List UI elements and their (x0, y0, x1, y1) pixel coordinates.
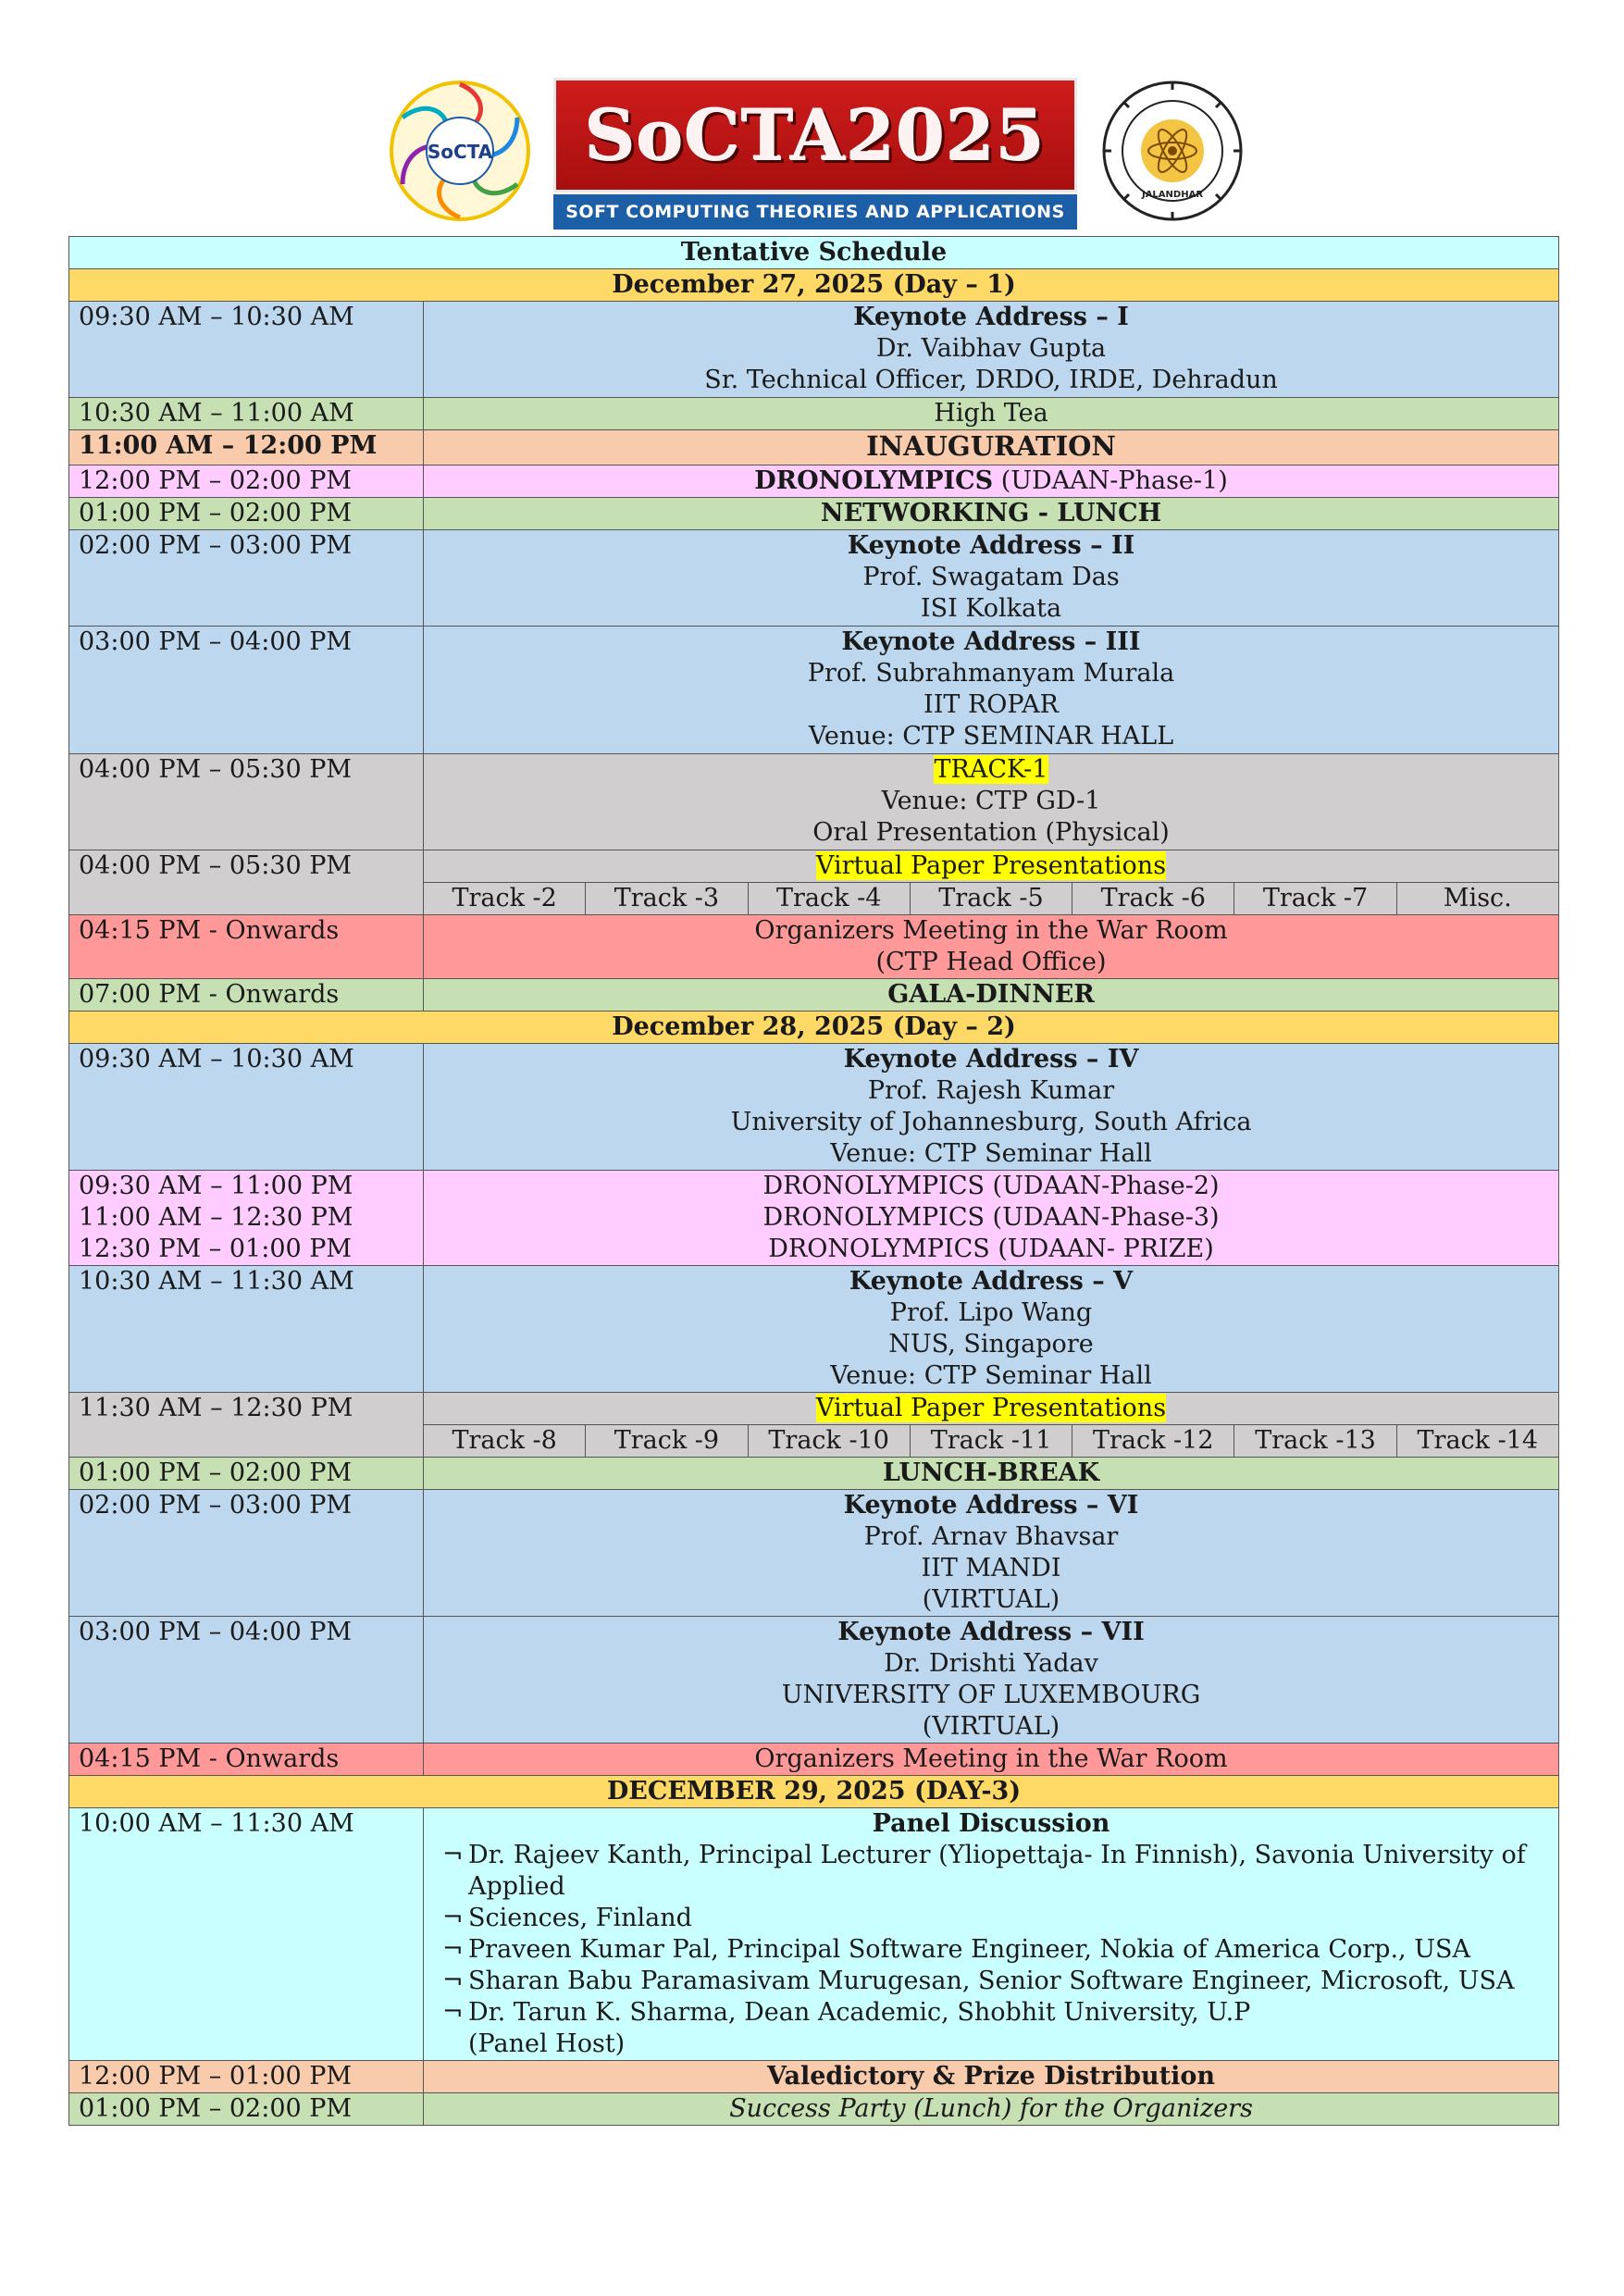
day-heading-row (69, 1776, 1559, 1808)
track-item: Track -5 (911, 883, 1072, 914)
time-cell: 09:30 AM – 10:30 AM (69, 1044, 424, 1171)
track-item: Misc. (1443, 884, 1512, 912)
time-cell: 04:00 PM – 05:30 PM (69, 850, 424, 915)
institute-seal (1099, 78, 1246, 224)
time-cell: 03:00 PM – 04:00 PM (69, 627, 424, 754)
table-row (69, 398, 1559, 430)
table-row (69, 302, 1559, 398)
panelist-list (433, 1840, 1549, 2029)
time-cell: 02:00 PM – 03:00 PM (69, 1490, 424, 1617)
event-cell (424, 465, 1559, 498)
event-title: Keynote Address – VI (843, 1491, 1139, 1520)
event-line: UNIVERSITY OF LUXEMBOURG (781, 1681, 1201, 1709)
day-3-heading: DECEMBER 29, 2025 (DAY-3) (69, 1776, 1559, 1808)
table-row (69, 465, 1559, 498)
event-line: Dr. Vaibhav Gupta (875, 334, 1107, 363)
event-title: Keynote Address – II (847, 531, 1135, 560)
event-title: Keynote Address – IV (843, 1045, 1139, 1074)
track-item: Track -6 (1072, 883, 1234, 914)
event-line: IIT ROPAR (924, 690, 1059, 719)
time-cell: 01:00 PM – 02:00 PM (69, 498, 424, 530)
event-title: NETWORKING - LUNCH (424, 498, 1559, 530)
event-line: Prof. Swagatam Das (862, 563, 1120, 591)
track-item: Track -14 (1417, 1426, 1539, 1455)
seal-label: JALANDHAR (1141, 190, 1204, 200)
time-cell: 10:30 AM – 11:00 AM (69, 398, 424, 430)
panelist-item: ¬ Dr. Rajeev Kanth, Principal Lecturer (Yliopettaja- In Finnish), Savonia University of Applied (442, 1841, 1526, 1901)
track-item: Track -9 (586, 1425, 748, 1457)
track-item: Track -13 (1234, 1425, 1396, 1457)
event-title: Panel Discussion (872, 1809, 1110, 1838)
event-title: DRONOLYMPICS (754, 466, 994, 495)
event-cell (424, 302, 1559, 398)
event-cell (424, 530, 1559, 627)
track-item: Track -3 (586, 883, 748, 914)
event-cell (424, 1617, 1559, 1744)
table-row (69, 754, 1559, 850)
table-row (69, 979, 1559, 1011)
day-heading-row (69, 1011, 1559, 1044)
schedule-table (68, 236, 1559, 2126)
event-title: LUNCH-BREAK (424, 1458, 1559, 1490)
time-line: 11:00 AM – 12:30 PM (79, 1203, 353, 1232)
table-row (69, 1266, 1559, 1393)
track-item: Track -10 (749, 1425, 911, 1457)
socta-logo (387, 78, 533, 224)
banner-title: SoCTA2025 (585, 93, 1046, 177)
socta-logo-label: SoCTA (427, 141, 493, 163)
panelist-item: ¬ Sciences, Finland (442, 1904, 692, 1932)
table-row (69, 2061, 1559, 2093)
event-cell (424, 1808, 1559, 2061)
event-line: NUS, Singapore (888, 1330, 1094, 1359)
table-row (69, 1171, 1559, 1266)
event-title: Virtual Paper Presentations (815, 1394, 1167, 1422)
day-1-heading: December 27, 2025 (Day – 1) (69, 269, 1559, 302)
panel-note: (Panel Host) (468, 2029, 626, 2058)
table-row (69, 498, 1559, 530)
time-cell: 12:00 PM – 01:00 PM (69, 2061, 424, 2093)
time-cell: 07:00 PM - Onwards (69, 979, 424, 1011)
table-row (69, 430, 1559, 465)
event-line: Venue: CTP Seminar Hall (830, 1361, 1152, 1390)
bullet-icon: ¬ (442, 1998, 464, 2027)
event-title: TRACK-1 (934, 755, 1048, 784)
track-item: Track -2 (424, 883, 586, 914)
track-item: Track -12 (1072, 1425, 1234, 1457)
bullet-icon: ¬ (442, 1967, 464, 1995)
schedule-title: Tentative Schedule (69, 237, 1559, 269)
event-line: Dr. Drishti Yadav (884, 1649, 1098, 1678)
event-line: ISI Kolkata (920, 594, 1062, 623)
bullet-icon: ¬ (442, 1904, 464, 1932)
event-line: Sr. Technical Officer, DRDO, IRDE, Dehradun (704, 366, 1278, 394)
event-cell (424, 1044, 1559, 1171)
event-cell (424, 1266, 1559, 1393)
time-line: 12:30 PM – 01:00 PM (79, 1235, 353, 1263)
time-cell: 04:15 PM - Onwards (69, 1744, 424, 1776)
bullet-icon: ¬ (442, 1841, 464, 1869)
table-row (69, 530, 1559, 627)
event-line: (VIRTUAL) (922, 1585, 1060, 1614)
table-row (69, 1044, 1559, 1171)
table-row (69, 1808, 1559, 2061)
track-list (424, 882, 1558, 914)
panelist-item: ¬ Praveen Kumar Pal, Principal Software Engineer, Nokia of America Corp., USA (442, 1935, 1470, 1964)
event-line: Venue: CTP GD-1 (881, 787, 1101, 815)
event-title: High Tea (424, 398, 1559, 430)
track-item: Track -7 (1234, 883, 1396, 914)
panelist-item: ¬ Sharan Babu Paramasivam Murugesan, Senior Software Engineer, Microsoft, USA (442, 1967, 1515, 1995)
event-line: DRONOLYMPICS (UDAAN-Phase-3) (762, 1203, 1220, 1232)
time-cell: 04:00 PM – 05:30 PM (69, 754, 424, 850)
time-cell: 04:15 PM - Onwards (69, 915, 424, 979)
table-row (69, 1393, 1559, 1458)
banner-subtitle: SOFT COMPUTING THEORIES AND APPLICATIONS (553, 194, 1077, 230)
event-cell (424, 1393, 1559, 1458)
table-row (69, 627, 1559, 754)
table-row (69, 1617, 1559, 1744)
event-line: IIT MANDI (921, 1554, 1061, 1582)
event-line: Prof. Subrahmanyam Murala (807, 659, 1175, 688)
event-title: INAUGURATION (424, 430, 1559, 465)
event-cell (424, 915, 1559, 979)
bullet-icon: ¬ (442, 1935, 464, 1964)
event-line: Venue: CTP Seminar Hall (830, 1139, 1152, 1168)
event-cell (424, 754, 1559, 850)
time-line: 09:30 AM – 11:00 PM (79, 1172, 353, 1200)
track-item: Track -4 (749, 883, 911, 914)
track-item: Track -8 (424, 1425, 586, 1457)
event-title: Valedictory & Prize Distribution (424, 2061, 1559, 2093)
table-row (69, 915, 1559, 979)
table-row (69, 1744, 1559, 1776)
time-cell: 10:00 AM – 11:30 AM (69, 1808, 424, 2061)
event-title: Keynote Address – VII (837, 1618, 1145, 1646)
event-cell (424, 1171, 1559, 1266)
table-row (69, 1458, 1559, 1490)
event-title: Keynote Address – I (853, 303, 1129, 331)
event-title: Virtual Paper Presentations (815, 851, 1167, 880)
event-title: Keynote Address – III (841, 627, 1141, 656)
schedule-title-row (69, 237, 1559, 269)
event-line: Prof. Arnav Bhavsar (863, 1522, 1119, 1551)
event-line: Venue: CTP SEMINAR HALL (808, 722, 1174, 751)
event-title: Organizers Meeting in the War Room (754, 916, 1228, 945)
conference-banner (553, 78, 1077, 230)
event-title: Success Party (Lunch) for the Organizers (424, 2093, 1559, 2126)
time-cell: 09:30 AM – 10:30 AM (69, 302, 424, 398)
table-row (69, 1490, 1559, 1617)
time-cell: 10:30 AM – 11:30 AM (69, 1266, 424, 1393)
event-title: Organizers Meeting in the War Room (424, 1744, 1559, 1776)
event-line: DRONOLYMPICS (UDAAN-Phase-2) (762, 1172, 1220, 1200)
day-2-heading: December 28, 2025 (Day – 2) (69, 1011, 1559, 1044)
event-cell (424, 1490, 1559, 1617)
table-row (69, 2093, 1559, 2126)
event-line: Prof. Lipo Wang (889, 1298, 1093, 1327)
time-cell: 11:00 AM – 12:00 PM (69, 430, 424, 465)
time-cell (69, 1171, 424, 1266)
event-line: DRONOLYMPICS (UDAAN- PRIZE) (768, 1235, 1214, 1263)
time-cell: 11:30 AM – 12:30 PM (69, 1393, 424, 1458)
day-heading-row (69, 269, 1559, 302)
event-cell (424, 627, 1559, 754)
event-line: (CTP Head Office) (875, 948, 1107, 976)
event-line: Prof. Rajesh Kumar (867, 1076, 1115, 1105)
time-cell: 01:00 PM – 02:00 PM (69, 2093, 424, 2126)
event-line: (VIRTUAL) (922, 1712, 1060, 1741)
event-cell (424, 850, 1559, 915)
time-cell: 03:00 PM – 04:00 PM (69, 1617, 424, 1744)
event-title: Keynote Address – V (849, 1267, 1134, 1296)
track-item: Track -11 (911, 1425, 1072, 1457)
event-line: Oral Presentation (Physical) (812, 818, 1170, 847)
time-cell: 01:00 PM – 02:00 PM (69, 1458, 424, 1490)
time-cell: 12:00 PM – 02:00 PM (69, 465, 424, 498)
time-cell: 02:00 PM – 03:00 PM (69, 530, 424, 627)
track-list (424, 1424, 1558, 1457)
event-title: GALA-DINNER (424, 979, 1559, 1011)
event-line: University of Johannesburg, South Africa (730, 1108, 1252, 1136)
event-suffix: (UDAAN-Phase-1) (993, 466, 1228, 495)
panelist-item: ¬ Dr. Tarun K. Sharma, Dean Academic, Shobhit University, U.P (442, 1998, 1251, 2027)
table-row (69, 850, 1559, 915)
